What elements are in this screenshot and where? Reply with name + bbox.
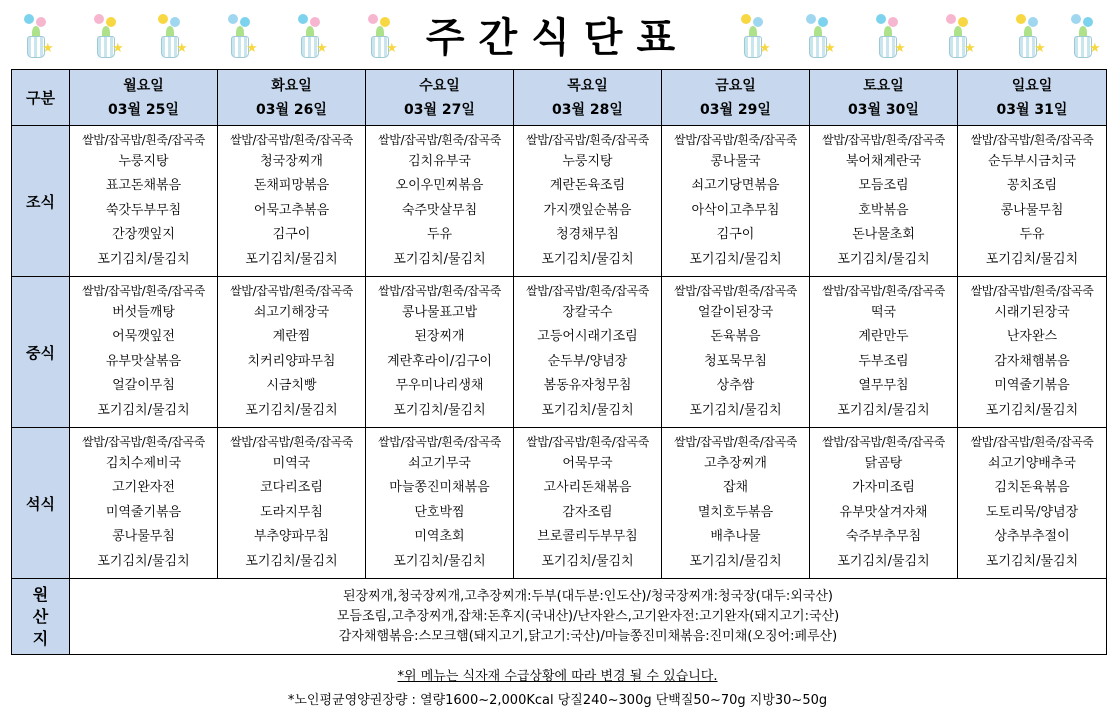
menu-item: 포기김치/물김치: [837, 251, 930, 267]
menu-item: 김구이: [716, 227, 755, 243]
menu-item: 쇠고기해장국: [253, 304, 330, 320]
menu-item: 순두부/양념장: [547, 353, 628, 369]
meal-cell: [958, 277, 1107, 428]
menu-item: 쌀밥/잡곡밥/흰죽/잡곡죽: [230, 283, 353, 298]
origin-line: 된장찌개,청국장찌개,고추장찌개:두부(대두분:인도산)/청국장찌개:청국장(대두:외국산): [343, 588, 833, 604]
title-banner: [0, 0, 1115, 68]
menu-item: 포기김치/물김치: [837, 402, 930, 418]
day-header-row: [12, 70, 1107, 126]
menu-item: 김구이: [272, 227, 311, 243]
menu-item: 포기김치/물김치: [97, 402, 190, 418]
menu-item: 김치돈육볶음: [994, 480, 1070, 496]
menu-item: 장칼국수: [562, 304, 613, 320]
menu-item: 쌀밥/잡곡밥/흰죽/잡곡죽: [378, 132, 501, 147]
meal-cell: [810, 428, 958, 579]
menu-item: 쌀밥/잡곡밥/흰죽/잡곡죽: [378, 434, 501, 449]
menu-item: 가지깻잎순볶음: [543, 202, 632, 218]
menu-item: 아삭이고추무침: [691, 202, 780, 218]
menu-item: 떡국: [870, 304, 897, 320]
menu-item: 포기김치/물김치: [245, 251, 338, 267]
menu-item: 미역줄기볶음: [994, 378, 1070, 394]
menu-item: 상추쌈: [716, 378, 755, 394]
menu-item: 계란만두: [858, 329, 909, 345]
change-notice: *위 메뉴는 식자재 수급상황에 따라 변경 될 수 있습니다.: [397, 669, 718, 684]
menu-item: 어묵깻잎전: [112, 329, 175, 345]
menu-item: 포기김치/물김치: [245, 553, 338, 569]
menu-item: 콩나물무침: [1000, 202, 1064, 218]
day-header: [810, 70, 958, 126]
menu-item: 청경채무침: [556, 227, 619, 243]
meal-cell: [70, 277, 218, 428]
meal-label: 조식: [12, 126, 70, 277]
menu-item: 코다리조림: [260, 480, 323, 496]
menu-item: 오이우민찌볶음: [395, 178, 484, 194]
menu-item: 숙주맛살무침: [401, 202, 478, 218]
menu-item: 숙주부추무침: [845, 529, 922, 545]
meal-cell: [662, 126, 810, 277]
menu-item: 포기김치/물김치: [985, 553, 1079, 569]
menu-item: 누룽지탕: [118, 153, 169, 169]
menu-item: 간장깻잎지: [112, 227, 175, 243]
menu-item: 포기김치/물김치: [393, 251, 486, 267]
origin-label-char: 산: [32, 606, 49, 626]
menu-item: 포기김치/물김치: [689, 251, 782, 267]
day-header: [958, 70, 1107, 126]
day-header: [366, 70, 514, 126]
meal-cell: [958, 126, 1107, 277]
menu-item: 쌀밥/잡곡밥/흰죽/잡곡죽: [526, 434, 649, 449]
menu-item: 상추부추절이: [994, 529, 1070, 545]
menu-item: 쇠고기무국: [408, 455, 471, 471]
menu-item: 표고돈채볶음: [105, 178, 182, 194]
meal-cell: [810, 277, 958, 428]
origin-line: 모듬조림,고추장찌개,잡채:돈후지(국내산)/난자완스,고기완자전:고기완자(돼지고기:국산): [336, 608, 840, 624]
flower-pot-icon: ★: [940, 14, 976, 58]
origin-label-char: 원: [32, 584, 49, 604]
meal-row: [12, 126, 1107, 277]
menu-item: 두부조림: [858, 353, 909, 369]
day-name: 토요일: [863, 77, 904, 94]
menu-item: 쌀밥/잡곡밥/흰죽/잡곡죽: [674, 283, 797, 298]
menu-item: 무우미나리생채: [395, 378, 484, 394]
day-date: 03월 31일: [996, 101, 1068, 118]
menu-item: 포기김치/물김치: [393, 402, 486, 418]
origin-label-char: 지: [32, 628, 49, 648]
day-date: 03월 25일: [108, 101, 179, 118]
flower-pot-icon: ★: [88, 14, 124, 58]
meal-cell: [810, 126, 958, 277]
meal-cell: [514, 277, 662, 428]
menu-item: 꽁치조림: [1006, 178, 1058, 194]
day-header: [218, 70, 366, 126]
menu-item: 고기완자전: [112, 480, 175, 496]
menu-item: 순두부시금치국: [988, 153, 1076, 169]
menu-item: 고추장찌개: [704, 455, 767, 471]
menu-item: 고등어시래기조림: [537, 329, 638, 345]
menu-item: 포기김치/물김치: [985, 402, 1079, 418]
menu-item: 도라지무침: [260, 504, 323, 520]
day-date: 03월 29일: [700, 101, 771, 118]
menu-item: 쌀밥/잡곡밥/흰죽/잡곡죽: [970, 283, 1094, 298]
menu-item: 포기김치/물김치: [689, 553, 782, 569]
flower-pot-icon: ★: [152, 14, 188, 58]
menu-item: 유부맛살볶음: [105, 353, 182, 369]
menu-item: 가자미조림: [852, 480, 915, 496]
day-name: 수요일: [419, 77, 460, 94]
menu-item: 청국장찌개: [260, 153, 323, 169]
menu-item: 시금치빵: [266, 378, 317, 394]
flower-pot-icon: ★: [735, 14, 771, 58]
menu-item: 북어채계란국: [845, 153, 922, 169]
menu-item: 돈채피망볶음: [253, 178, 330, 194]
menu-item: 부추양파무침: [253, 529, 330, 545]
menu-item: 포기김치/물김치: [97, 251, 190, 267]
menu-item: 쌀밥/잡곡밥/흰죽/잡곡죽: [526, 132, 649, 147]
meal-cell: [514, 428, 662, 579]
menu-item: 단호박찜: [414, 504, 465, 520]
menu-item: 감자조림: [562, 504, 613, 520]
menu-item: 봄동유자청무침: [543, 378, 632, 394]
menu-item: 쌀밥/잡곡밥/흰죽/잡곡죽: [230, 132, 353, 147]
meal-cell: [70, 428, 218, 579]
flower-pot-icon: ★: [870, 14, 906, 58]
menu-item: 계란후라이/김구이: [387, 353, 492, 369]
menu-item: 고사리돈채볶음: [543, 480, 632, 496]
nutrition-guideline: *노인평균영양권장량 : 열량1600~2,000Kcal 당질240~300g 단백질50~70g 지방30~50g: [287, 693, 828, 708]
menu-item: 쌀밥/잡곡밥/흰죽/잡곡죽: [82, 434, 205, 449]
day-name: 월요일: [123, 77, 164, 94]
day-date: 03월 26일: [256, 101, 327, 118]
menu-item: 쑥갓두부무침: [105, 202, 182, 218]
menu-item: 포기김치/물김치: [541, 553, 634, 569]
page-title: 주간식단표: [425, 15, 690, 61]
menu-item: 미역국: [272, 455, 311, 471]
meal-row: [12, 277, 1107, 428]
flower-pot-icon: ★: [1010, 14, 1046, 58]
menu-item: 닭곰탕: [864, 455, 903, 471]
menu-item: 쌀밥/잡곡밥/흰죽/잡곡죽: [82, 283, 205, 298]
menu-item: 어묵무국: [562, 455, 613, 471]
day-date: 03월 27일: [404, 101, 475, 118]
corner-label: 구분: [12, 70, 70, 126]
menu-item: 포기김치/물김치: [837, 553, 930, 569]
meal-cell: [662, 428, 810, 579]
menu-item: 미역초회: [414, 529, 465, 545]
menu-item: 어묵고추볶음: [253, 202, 330, 218]
day-date: 03월 30일: [848, 101, 919, 118]
menu-item: 쇠고기양배추국: [988, 455, 1076, 471]
meal-cell: [366, 277, 514, 428]
meal-label: 석식: [12, 428, 70, 579]
menu-item: 배추나물: [710, 529, 761, 545]
menu-item: 쌀밥/잡곡밥/흰죽/잡곡죽: [526, 283, 649, 298]
flower-pot-icon: ★: [18, 14, 54, 58]
menu-item: 시래기된장국: [994, 304, 1070, 320]
menu-item: 포기김치/물김치: [97, 553, 190, 569]
meal-cell: [662, 277, 810, 428]
origin-line: 감자채햄볶음:스모크햄(돼지고기,닭고기:국산)/마늘쫑진미채볶음:진미채(오징어:페루산): [338, 628, 838, 644]
menu-item: 쌀밥/잡곡밥/흰죽/잡곡죽: [970, 434, 1094, 449]
flower-pot-icon: ★: [362, 14, 398, 58]
menu-item: 쌀밥/잡곡밥/흰죽/잡곡죽: [970, 132, 1094, 147]
menu-item: 유부맛살겨자채: [839, 504, 928, 520]
menu-item: 멸치호두볶음: [697, 504, 774, 520]
menu-item: 누룽지탕: [562, 153, 613, 169]
menu-item: 잡채: [722, 480, 749, 496]
menu-item: 쌀밥/잡곡밥/흰죽/잡곡죽: [822, 132, 945, 147]
flower-pot-icon: ★: [800, 14, 836, 58]
origin-label: [12, 579, 70, 655]
menu-item: 김치수제비국: [105, 455, 182, 471]
flower-pot-icon: ★: [1065, 14, 1101, 58]
menu-item: 쌀밥/잡곡밥/흰죽/잡곡죽: [822, 283, 945, 298]
menu-item: 포기김치/물김치: [393, 553, 486, 569]
menu-item: 미역줄기볶음: [105, 504, 182, 520]
menu-item: 콩나물국: [710, 153, 761, 169]
meal-cell: [218, 277, 366, 428]
meal-rows: [12, 126, 1107, 579]
menu-item: 콩나물무침: [112, 529, 175, 545]
menu-item: 된장찌개: [414, 329, 465, 345]
day-header: [662, 70, 810, 126]
menu-item: 청포묵무침: [704, 353, 767, 369]
menu-item: 두유: [426, 227, 453, 243]
weekly-menu-table: [11, 69, 1107, 655]
menu-item: 쌀밥/잡곡밥/흰죽/잡곡죽: [674, 132, 797, 147]
day-header: [70, 70, 218, 126]
menu-item: 콩나물표고밥: [401, 304, 478, 320]
menu-item: 쌀밥/잡곡밥/흰죽/잡곡죽: [674, 434, 797, 449]
menu-item: 열무무침: [858, 378, 909, 394]
meal-cell: [366, 126, 514, 277]
menu-item: 돈육볶음: [710, 329, 761, 345]
day-header: [514, 70, 662, 126]
meal-cell: [218, 126, 366, 277]
day-name: 화요일: [271, 77, 312, 94]
menu-item: 포기김치/물김치: [985, 251, 1079, 267]
menu-item: 치커리양파무침: [247, 353, 336, 369]
origin-info: [70, 579, 1107, 655]
day-name: 일요일: [1011, 77, 1053, 94]
menu-item: 쌀밥/잡곡밥/흰죽/잡곡죽: [230, 434, 353, 449]
menu-item: 마늘쫑진미채볶음: [389, 480, 490, 496]
menu-item: 계란돈육조림: [549, 178, 626, 194]
menu-item: 브로콜리두부무침: [537, 529, 638, 545]
menu-item: 쌀밥/잡곡밥/흰죽/잡곡죽: [82, 132, 205, 147]
day-date: 03월 28일: [552, 101, 623, 118]
menu-item: 도토리묵/양념장: [985, 504, 1079, 520]
menu-item: 포기김치/물김치: [245, 402, 338, 418]
origin-row: [12, 579, 1107, 655]
meal-cell: [514, 126, 662, 277]
menu-item: 쇠고기당면볶음: [691, 178, 780, 194]
menu-item: 모듬조림: [858, 178, 909, 194]
flower-pot-icon: ★: [292, 14, 328, 58]
meal-row: [12, 428, 1107, 579]
meal-cell: [218, 428, 366, 579]
flower-pot-icon: ★: [222, 14, 258, 58]
menu-item: 버섯들깨탕: [112, 304, 175, 320]
meal-label: 중식: [12, 277, 70, 428]
menu-item: 포기김치/물김치: [541, 402, 634, 418]
menu-item: 두유: [1019, 227, 1045, 243]
menu-item: 계란찜: [272, 329, 311, 345]
menu-item: 감자채햄볶음: [994, 353, 1070, 369]
meal-cell: [70, 126, 218, 277]
menu-item: 김치유부국: [408, 153, 471, 169]
meal-cell: [366, 428, 514, 579]
menu-item: 쌀밥/잡곡밥/흰죽/잡곡죽: [378, 283, 501, 298]
meal-cell: [958, 428, 1107, 579]
menu-item: 난자완스: [1006, 329, 1058, 345]
menu-item: 포기김치/물김치: [689, 402, 782, 418]
day-name: 목요일: [567, 77, 608, 94]
menu-item: 호박볶음: [858, 202, 909, 218]
day-name: 금요일: [715, 77, 756, 94]
menu-item: 돈나물초회: [852, 227, 915, 243]
menu-item: 포기김치/물김치: [541, 251, 634, 267]
menu-item: 쌀밥/잡곡밥/흰죽/잡곡죽: [822, 434, 945, 449]
menu-item: 얼갈이무침: [112, 378, 175, 394]
menu-item: 얼갈이된장국: [697, 304, 774, 320]
